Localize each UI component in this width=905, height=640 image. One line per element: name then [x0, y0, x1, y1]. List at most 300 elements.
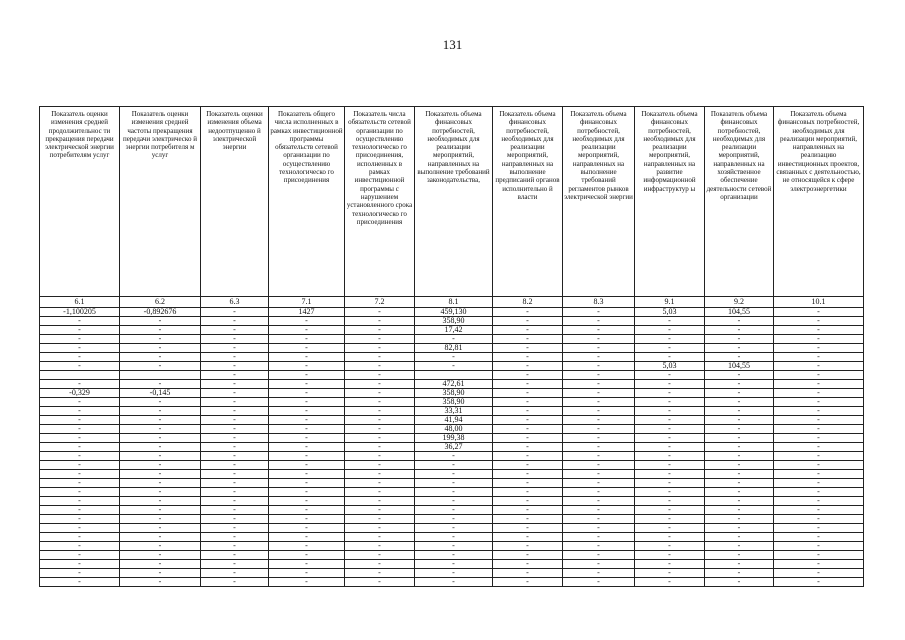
table-cell: - [269, 326, 345, 335]
table-cell: - [120, 470, 201, 479]
table-cell: - [774, 470, 864, 479]
table-cell: - [563, 389, 635, 398]
table-cell [120, 371, 201, 380]
table-cell: - [415, 524, 493, 533]
page-number: 131 [442, 37, 463, 52]
table-cell: - [345, 551, 415, 560]
table-cell: - [201, 335, 269, 344]
table-cell: - [705, 578, 774, 587]
header-cell: Показатель общего числа исполненных в рамках инвестиционной программы обязательств сетевой организации по осуществлению технологическо го присоединения [269, 107, 345, 297]
table-row [40, 461, 864, 470]
table-cell: - [345, 353, 415, 362]
table-cell: - [120, 353, 201, 362]
table-cell: - [40, 362, 120, 371]
table-cell: - [345, 569, 415, 578]
table-cell: - [774, 533, 864, 542]
table-cell [415, 371, 493, 380]
table-row [40, 371, 864, 380]
table-cell: - [345, 524, 415, 533]
table-cell: - [635, 506, 705, 515]
table-cell: - [563, 425, 635, 434]
table-row [40, 443, 864, 452]
table-cell: 48,00 [415, 425, 493, 434]
table-cell: - [120, 488, 201, 497]
table-cell: - [269, 461, 345, 470]
table-cell: - [40, 326, 120, 335]
table-cell: - [201, 344, 269, 353]
table-row [40, 326, 864, 335]
table-cell: - [493, 542, 563, 551]
table-cell: - [493, 515, 563, 524]
table-cell: - [201, 524, 269, 533]
table-cell: - [774, 506, 864, 515]
table-cell: - [493, 398, 563, 407]
table-cell: - [635, 569, 705, 578]
table-cell: - [269, 506, 345, 515]
table-cell: - [563, 452, 635, 461]
table-cell: - [201, 452, 269, 461]
table-cell: - [415, 542, 493, 551]
table-cell: - [635, 560, 705, 569]
table-row [40, 542, 864, 551]
table-cell: - [563, 560, 635, 569]
table-cell: - [120, 542, 201, 551]
table-cell: - [774, 344, 864, 353]
table-cell: - [635, 470, 705, 479]
table-cell: - [269, 398, 345, 407]
column-number: 7.1 [269, 297, 345, 308]
table-cell: - [705, 416, 774, 425]
table-cell: - [120, 407, 201, 416]
table-cell: - [40, 569, 120, 578]
table-cell: - [705, 569, 774, 578]
table-cell: - [705, 434, 774, 443]
table-row [40, 416, 864, 425]
table-cell: - [563, 344, 635, 353]
table-cell: -0,145 [120, 389, 201, 398]
table-cell: - [201, 380, 269, 389]
table-cell: - [201, 326, 269, 335]
table-cell: - [269, 344, 345, 353]
table-cell: - [345, 362, 415, 371]
table-cell: - [415, 353, 493, 362]
table-cell: - [563, 461, 635, 470]
table-row [40, 533, 864, 542]
table-cell: - [635, 452, 705, 461]
table-cell: - [120, 461, 201, 470]
table-cell: - [635, 551, 705, 560]
table-cell: - [774, 443, 864, 452]
table-cell: - [120, 434, 201, 443]
table-cell: - [563, 416, 635, 425]
table-cell: - [774, 551, 864, 560]
table-cell: - [493, 488, 563, 497]
table-cell: -0,329 [40, 389, 120, 398]
table-cell: - [705, 461, 774, 470]
header-cell: Показатель объема финансовых потребностей, необходимых для реализации мероприятий, направленных на выполнение требований законодательства, [415, 107, 493, 297]
table-cell: 41,94 [415, 416, 493, 425]
table-cell: -1,100205 [40, 308, 120, 317]
table-cell: - [774, 398, 864, 407]
table-cell: - [635, 335, 705, 344]
table-cell: - [269, 515, 345, 524]
table-cell: - [269, 551, 345, 560]
table-cell [40, 371, 120, 380]
table-cell: - [774, 353, 864, 362]
column-number: 10.1 [774, 297, 864, 308]
table-cell: - [705, 542, 774, 551]
table-cell: - [201, 407, 269, 416]
table-cell: - [635, 479, 705, 488]
table-cell: - [120, 578, 201, 587]
table-cell: - [345, 443, 415, 452]
header-cell: Показатель объема финансовых потребностей, необходимых для реализации мероприятий, направленных на развитие информационной инфраструктур ы [635, 107, 705, 297]
table-cell: - [774, 308, 864, 317]
table-cell: - [493, 326, 563, 335]
table-cell: - [493, 425, 563, 434]
table-cell: - [201, 488, 269, 497]
table-cell: - [493, 506, 563, 515]
table-cell: - [269, 479, 345, 488]
table-cell: - [415, 479, 493, 488]
table-cell: - [774, 335, 864, 344]
table-row [40, 380, 864, 389]
table-cell: - [415, 569, 493, 578]
column-number: 6.3 [201, 297, 269, 308]
table-cell: - [40, 434, 120, 443]
table-cell: - [201, 353, 269, 362]
table-cell: - [120, 551, 201, 560]
table-cell: - [705, 524, 774, 533]
table-cell: - [705, 389, 774, 398]
table-cell: - [774, 479, 864, 488]
table-cell: - [269, 578, 345, 587]
table-cell: - [493, 551, 563, 560]
table-cell: - [493, 371, 563, 380]
table-cell: - [40, 560, 120, 569]
table-cell: 104,55 [705, 362, 774, 371]
table-cell: - [345, 308, 415, 317]
table-cell: - [635, 434, 705, 443]
table-cell: - [201, 434, 269, 443]
table-cell: - [705, 371, 774, 380]
table-cell: - [493, 389, 563, 398]
table-cell: - [120, 506, 201, 515]
table-cell: - [493, 578, 563, 587]
table-cell: - [269, 407, 345, 416]
header-cell: Показатель объема финансовых потребностей, необходимых для реализации мероприятий, направленных на выполнение предписаний органов исполнительно й власти [493, 107, 563, 297]
table-cell: - [40, 416, 120, 425]
table-cell: - [269, 416, 345, 425]
table-cell: - [635, 317, 705, 326]
table-cell: - [705, 326, 774, 335]
table-cell: - [120, 515, 201, 524]
table-cell: - [120, 560, 201, 569]
table-cell: 36,27 [415, 443, 493, 452]
table-cell: - [774, 542, 864, 551]
table-cell: - [201, 497, 269, 506]
column-number: 9.2 [705, 297, 774, 308]
table-cell: - [493, 452, 563, 461]
table-cell: - [345, 578, 415, 587]
table-cell: 358,90 [415, 389, 493, 398]
table-row [40, 407, 864, 416]
column-number: 8.1 [415, 297, 493, 308]
table-cell: 358,90 [415, 317, 493, 326]
table-cell: - [493, 317, 563, 326]
table-cell: - [269, 443, 345, 452]
table-cell: - [493, 434, 563, 443]
table-cell: - [563, 443, 635, 452]
table-cell: - [40, 578, 120, 587]
table-cell: - [563, 407, 635, 416]
table-cell: 1427 [269, 308, 345, 317]
table-cell: - [345, 380, 415, 389]
table-cell: - [40, 515, 120, 524]
table-cell: - [705, 497, 774, 506]
table-cell: - [40, 506, 120, 515]
table-cell: -0,892676 [120, 308, 201, 317]
table-cell: - [635, 533, 705, 542]
table-cell: - [269, 317, 345, 326]
table-cell: - [774, 326, 864, 335]
table-cell: - [120, 317, 201, 326]
table-cell: - [120, 452, 201, 461]
table-row [40, 578, 864, 587]
table-cell: - [563, 542, 635, 551]
table-cell: - [563, 488, 635, 497]
table-row [40, 398, 864, 407]
table-cell: - [269, 560, 345, 569]
table-cell: - [774, 515, 864, 524]
table-cell: - [635, 542, 705, 551]
table-cell: - [201, 416, 269, 425]
table-cell: - [201, 443, 269, 452]
table-cell: - [269, 434, 345, 443]
column-number: 6.1 [40, 297, 120, 308]
table-cell: - [563, 326, 635, 335]
table-cell: - [120, 443, 201, 452]
table-cell: - [705, 425, 774, 434]
header-cell: Показатель числа обязательств сетевой организации по осуществлению технологическо го присоединения, исполненных в рамках инвестиционной программы с нарушением установленного срока технологическо го присоединения [345, 107, 415, 297]
table-cell: - [120, 524, 201, 533]
table-cell: - [345, 452, 415, 461]
table-cell: - [705, 398, 774, 407]
table-cell: - [635, 380, 705, 389]
table-cell: - [415, 452, 493, 461]
header-cell: Показатель объема финансовых потребностей, необходимых для реализации мероприятий, направленных на выполнение требований регламентов рынков электрической энергии [563, 107, 635, 297]
table-cell: - [635, 326, 705, 335]
table-cell: - [40, 335, 120, 344]
table-cell: - [774, 425, 864, 434]
table-cell: - [345, 461, 415, 470]
table-cell: - [415, 488, 493, 497]
table-cell: - [493, 560, 563, 569]
table-cell: - [415, 533, 493, 542]
table-cell: - [345, 425, 415, 434]
table-row [40, 560, 864, 569]
table-cell: - [493, 416, 563, 425]
table-cell: - [493, 335, 563, 344]
table-cell: - [493, 479, 563, 488]
table-cell: - [345, 335, 415, 344]
header-cell: Показатель оценки изменения объема недоотпущенно й электрической энергии [201, 107, 269, 297]
table-cell: - [705, 452, 774, 461]
table-row [40, 515, 864, 524]
table-cell: - [345, 389, 415, 398]
table-cell: - [705, 407, 774, 416]
table-cell: - [774, 524, 864, 533]
table-cell: - [563, 551, 635, 560]
table-cell: - [345, 371, 415, 380]
table-cell: - [635, 443, 705, 452]
table-cell: - [120, 497, 201, 506]
table-row [40, 497, 864, 506]
table-cell: - [40, 542, 120, 551]
table-cell: - [563, 371, 635, 380]
table-cell: - [705, 506, 774, 515]
table-cell: - [415, 506, 493, 515]
table-row [40, 470, 864, 479]
table-cell: - [201, 470, 269, 479]
table-cell: - [705, 443, 774, 452]
table-cell: - [201, 560, 269, 569]
table-cell: - [493, 362, 563, 371]
table-cell: - [120, 326, 201, 335]
table-cell: - [201, 578, 269, 587]
table-cell: - [774, 416, 864, 425]
table-cell: - [201, 533, 269, 542]
table-cell: - [774, 569, 864, 578]
table-cell: - [774, 578, 864, 587]
table-cell: - [120, 380, 201, 389]
indicator-table [39, 106, 864, 587]
table-cell: - [635, 398, 705, 407]
table-cell: - [705, 533, 774, 542]
table-cell: - [415, 461, 493, 470]
table-cell: - [774, 560, 864, 569]
table-cell: 104,55 [705, 308, 774, 317]
table-row [40, 569, 864, 578]
table-cell: - [40, 344, 120, 353]
table-cell: - [415, 335, 493, 344]
column-number: 8.3 [563, 297, 635, 308]
table-cell: - [493, 497, 563, 506]
table-cell: - [635, 371, 705, 380]
table-cell: - [345, 407, 415, 416]
table-cell: - [269, 335, 345, 344]
column-number: 7.2 [345, 297, 415, 308]
table-cell: - [415, 560, 493, 569]
table-cell: 459,130 [415, 308, 493, 317]
table-cell: - [269, 371, 345, 380]
table-cell: - [415, 497, 493, 506]
column-number-row [40, 297, 864, 308]
table-cell: - [774, 434, 864, 443]
table-cell: - [705, 353, 774, 362]
table-cell: - [120, 425, 201, 434]
table-cell: - [563, 506, 635, 515]
table-cell: - [635, 353, 705, 362]
table-cell: - [201, 317, 269, 326]
table-cell: 33,31 [415, 407, 493, 416]
table-cell: - [563, 434, 635, 443]
table-cell: - [705, 479, 774, 488]
table-cell: - [269, 425, 345, 434]
table-cell: - [563, 317, 635, 326]
table-cell: - [635, 389, 705, 398]
table-cell: - [774, 407, 864, 416]
table-cell: 17,42 [415, 326, 493, 335]
table-cell: - [415, 362, 493, 371]
table-cell: - [774, 488, 864, 497]
table-cell: - [201, 425, 269, 434]
table-row [40, 389, 864, 398]
table-cell: - [345, 317, 415, 326]
table-cell: - [40, 533, 120, 542]
table-cell: - [40, 551, 120, 560]
table-cell: - [563, 524, 635, 533]
table-cell: - [345, 470, 415, 479]
table-cell: - [269, 488, 345, 497]
table-cell: - [705, 488, 774, 497]
table-row [40, 335, 864, 344]
table-cell: - [705, 515, 774, 524]
table-cell: - [120, 398, 201, 407]
table-cell: - [774, 380, 864, 389]
table-cell: - [493, 470, 563, 479]
table-cell: - [563, 362, 635, 371]
table-cell: - [201, 551, 269, 560]
table-cell: - [40, 479, 120, 488]
table-row [40, 479, 864, 488]
table-cell: - [40, 452, 120, 461]
table-row [40, 317, 864, 326]
table-cell: - [563, 398, 635, 407]
table-cell: - [40, 488, 120, 497]
table-cell: - [40, 353, 120, 362]
header-row [40, 107, 864, 297]
table-cell: - [269, 389, 345, 398]
table-cell: - [635, 515, 705, 524]
table-cell: - [774, 497, 864, 506]
table-cell: - [493, 308, 563, 317]
table-cell: - [40, 425, 120, 434]
table-cell: - [563, 533, 635, 542]
table-cell: - [345, 398, 415, 407]
table-cell: - [120, 362, 201, 371]
table-cell: - [120, 416, 201, 425]
table-cell: - [269, 569, 345, 578]
table-cell: - [201, 515, 269, 524]
table-cell: - [345, 326, 415, 335]
table-cell: - [635, 488, 705, 497]
table-cell: - [563, 479, 635, 488]
table-cell: - [774, 371, 864, 380]
table-cell: - [563, 470, 635, 479]
table-cell: - [635, 461, 705, 470]
table-cell: - [40, 497, 120, 506]
column-number: 8.2 [493, 297, 563, 308]
table-row [40, 425, 864, 434]
table-cell: - [635, 425, 705, 434]
table-cell: - [493, 380, 563, 389]
table-cell: - [269, 497, 345, 506]
table-row [40, 524, 864, 533]
table-cell: - [635, 407, 705, 416]
table-cell: - [201, 569, 269, 578]
table-cell: - [563, 380, 635, 389]
